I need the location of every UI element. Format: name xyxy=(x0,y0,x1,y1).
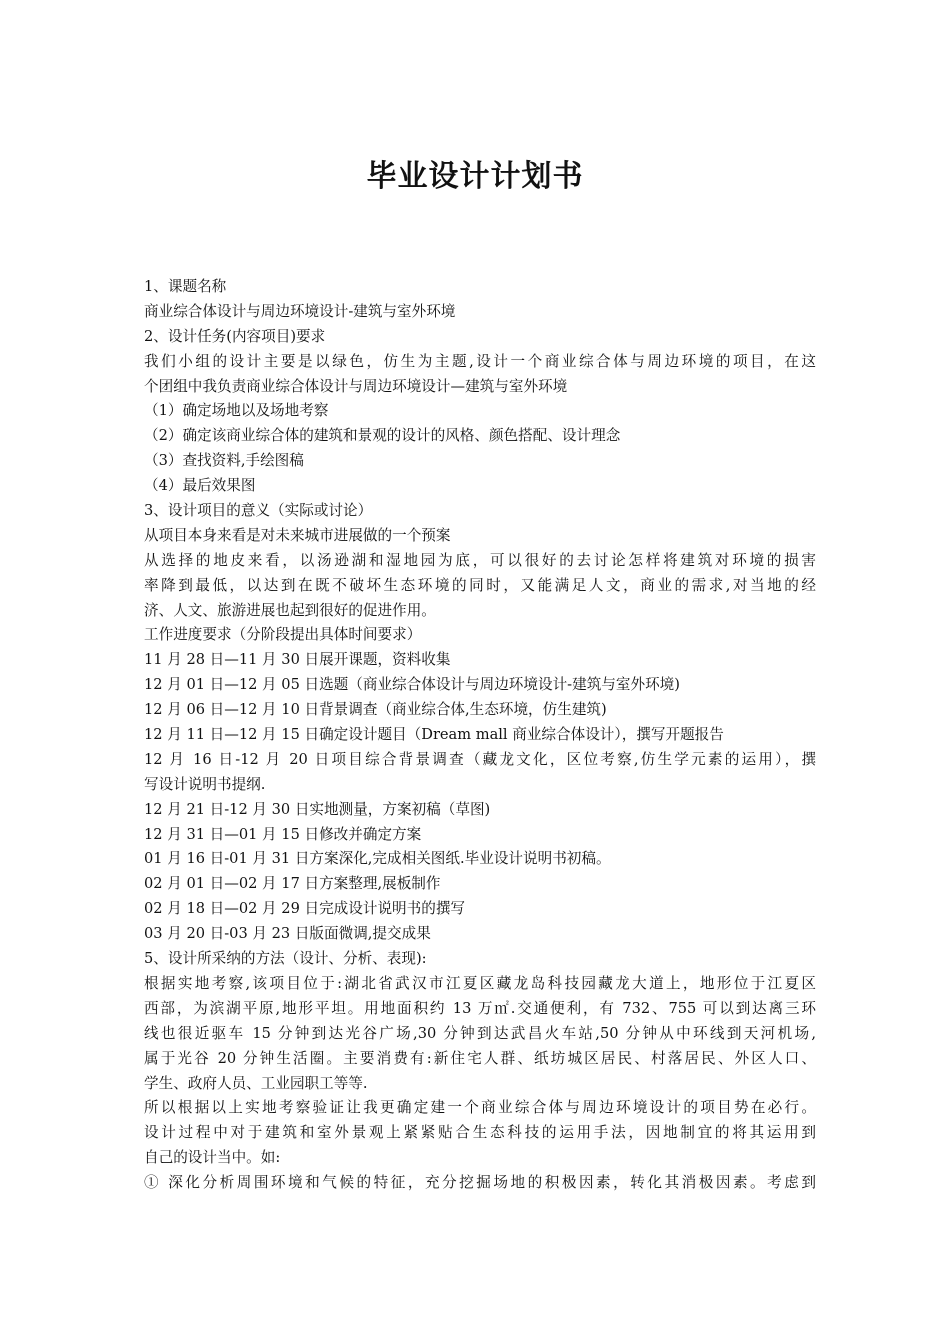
schedule-line: 03 月 20 日-03 月 23 日版面微调,提交成果 xyxy=(144,925,431,943)
text-line: （4）最后效果图 xyxy=(144,477,256,495)
text-line: 自己的设计当中。如: xyxy=(144,1149,281,1167)
text-line: ① 深化分析周围环境和气候的特征，充分挖掘场地的积极因素，转化其消极因素。考虑到 xyxy=(144,1174,816,1192)
schedule-line: 02 月 18 日—02 月 29 日完成设计说明书的撰写 xyxy=(144,900,466,918)
text-line: 从项目本身来看是对未来城市进展做的一个预案 xyxy=(144,526,451,544)
text-line: 3、设计项目的意义（实际或讨论） xyxy=(144,502,373,520)
schedule-line: 12 月 21 日-12 月 30 日实地测量，方案初稿（草图) xyxy=(144,800,491,818)
schedule-line: 12 月 16 日-12 月 20 日项目综合背景调查（藏龙文化，区位考察,仿生学元素的运用），撰 xyxy=(144,750,816,768)
text-line: 1、课题名称 xyxy=(144,278,227,295)
text-line: （3）查找资料,手绘图稿 xyxy=(144,452,304,470)
text-line: 根据实地考察,该项目位于:湖北省武汉市江夏区藏龙岛科技园藏龙大道上，地形位于江夏区 xyxy=(144,974,816,992)
text-line: 个团组中我负责商业综合体设计与周边环境设计—建筑与室外环境 xyxy=(144,377,568,395)
schedule-line: 02 月 01 日—02 月 17 日方案整理,展板制作 xyxy=(144,875,441,893)
text-line: 2、设计任务(内容项目)要求 xyxy=(144,327,326,345)
text-line: 设计过程中对于建筑和室外景观上紧紧贴合生态科技的运用手法，因地制宜的将其运用到 xyxy=(144,1124,816,1142)
schedule-line: 12 月 01 日—12 月 05 日选题（商业综合体设计与周边环境设计-建筑与室外环境) xyxy=(144,676,680,694)
document-body xyxy=(144,275,816,1196)
text-line: 线也很近驱车 15 分钟到达光谷广场,30 分钟到达武昌火车站,50 分钟从中环线到天河机场, xyxy=(144,1024,816,1042)
schedule-line: 01 月 16 日-01 月 31 日方案深化,完成相关图纸.毕业设计说明书初稿。 xyxy=(144,850,611,868)
schedule-line: 写设计说明书提纲. xyxy=(144,775,266,793)
text-line: 从选择的地皮来看，以汤逊湖和湿地园为底，可以很好的去讨论怎样将建筑对环境的损害 xyxy=(144,551,816,569)
text-line: 济、人文、旅游进展也起到很好的促进作用。 xyxy=(144,601,436,619)
schedule-line: 12 月 31 日—01 月 15 日修改并确定方案 xyxy=(144,825,422,843)
text-line: 我们小组的设计主要是以绿色，仿生为主题,设计一个商业综合体与周边环境的项目，在这 xyxy=(144,352,816,370)
document-title: 毕业设计计划书 xyxy=(366,159,584,194)
text-line: 属于光谷 20 分钟生活圈。主要消费有:新住宅人群、纸坊城区居民、村落居民、外区人口、 xyxy=(144,1049,816,1067)
schedule-line: 12 月 06 日—12 月 10 日背景调查（商业综合体,生态环境，仿生建筑) xyxy=(144,701,607,719)
text-line: 所以根据以上实地考察验证让我更确定建一个商业综合体与周边环境设计的项目势在必行。 xyxy=(144,1099,816,1117)
text-line: 5、设计所采纳的方法（设计、分析、表现): xyxy=(144,950,427,968)
text-line: （1）确定场地以及场地考察 xyxy=(144,402,329,420)
text-line: 西部，为滨湖平原,地形平坦。用地面积约 13 万㎡.交通便利，有 732、755 可以到达离三环 xyxy=(144,999,816,1017)
text-line: 商业综合体设计与周边环境设计-建筑与室外环境 xyxy=(144,302,456,320)
text-line: 学生、政府人员、工业园职工等等. xyxy=(144,1074,368,1092)
text-line: 率降到最低，以达到在既不破坏生态环境的同时，又能满足人文，商业的需求,对当地的经 xyxy=(144,576,816,594)
text-line: 工作进度要求（分阶段提出具体时间要求） xyxy=(144,626,422,644)
schedule-line: 11 月 28 日—11 月 30 日展开课题，资料收集 xyxy=(144,651,451,669)
text-line: （2）确定该商业综合体的建筑和景观的设计的风格、颜色搭配、设计理念 xyxy=(144,427,621,445)
schedule-line: 12 月 11 日—12 月 15 日确定设计题目（Dream mall 商业综合体设计），撰写开题报告 xyxy=(144,726,724,744)
